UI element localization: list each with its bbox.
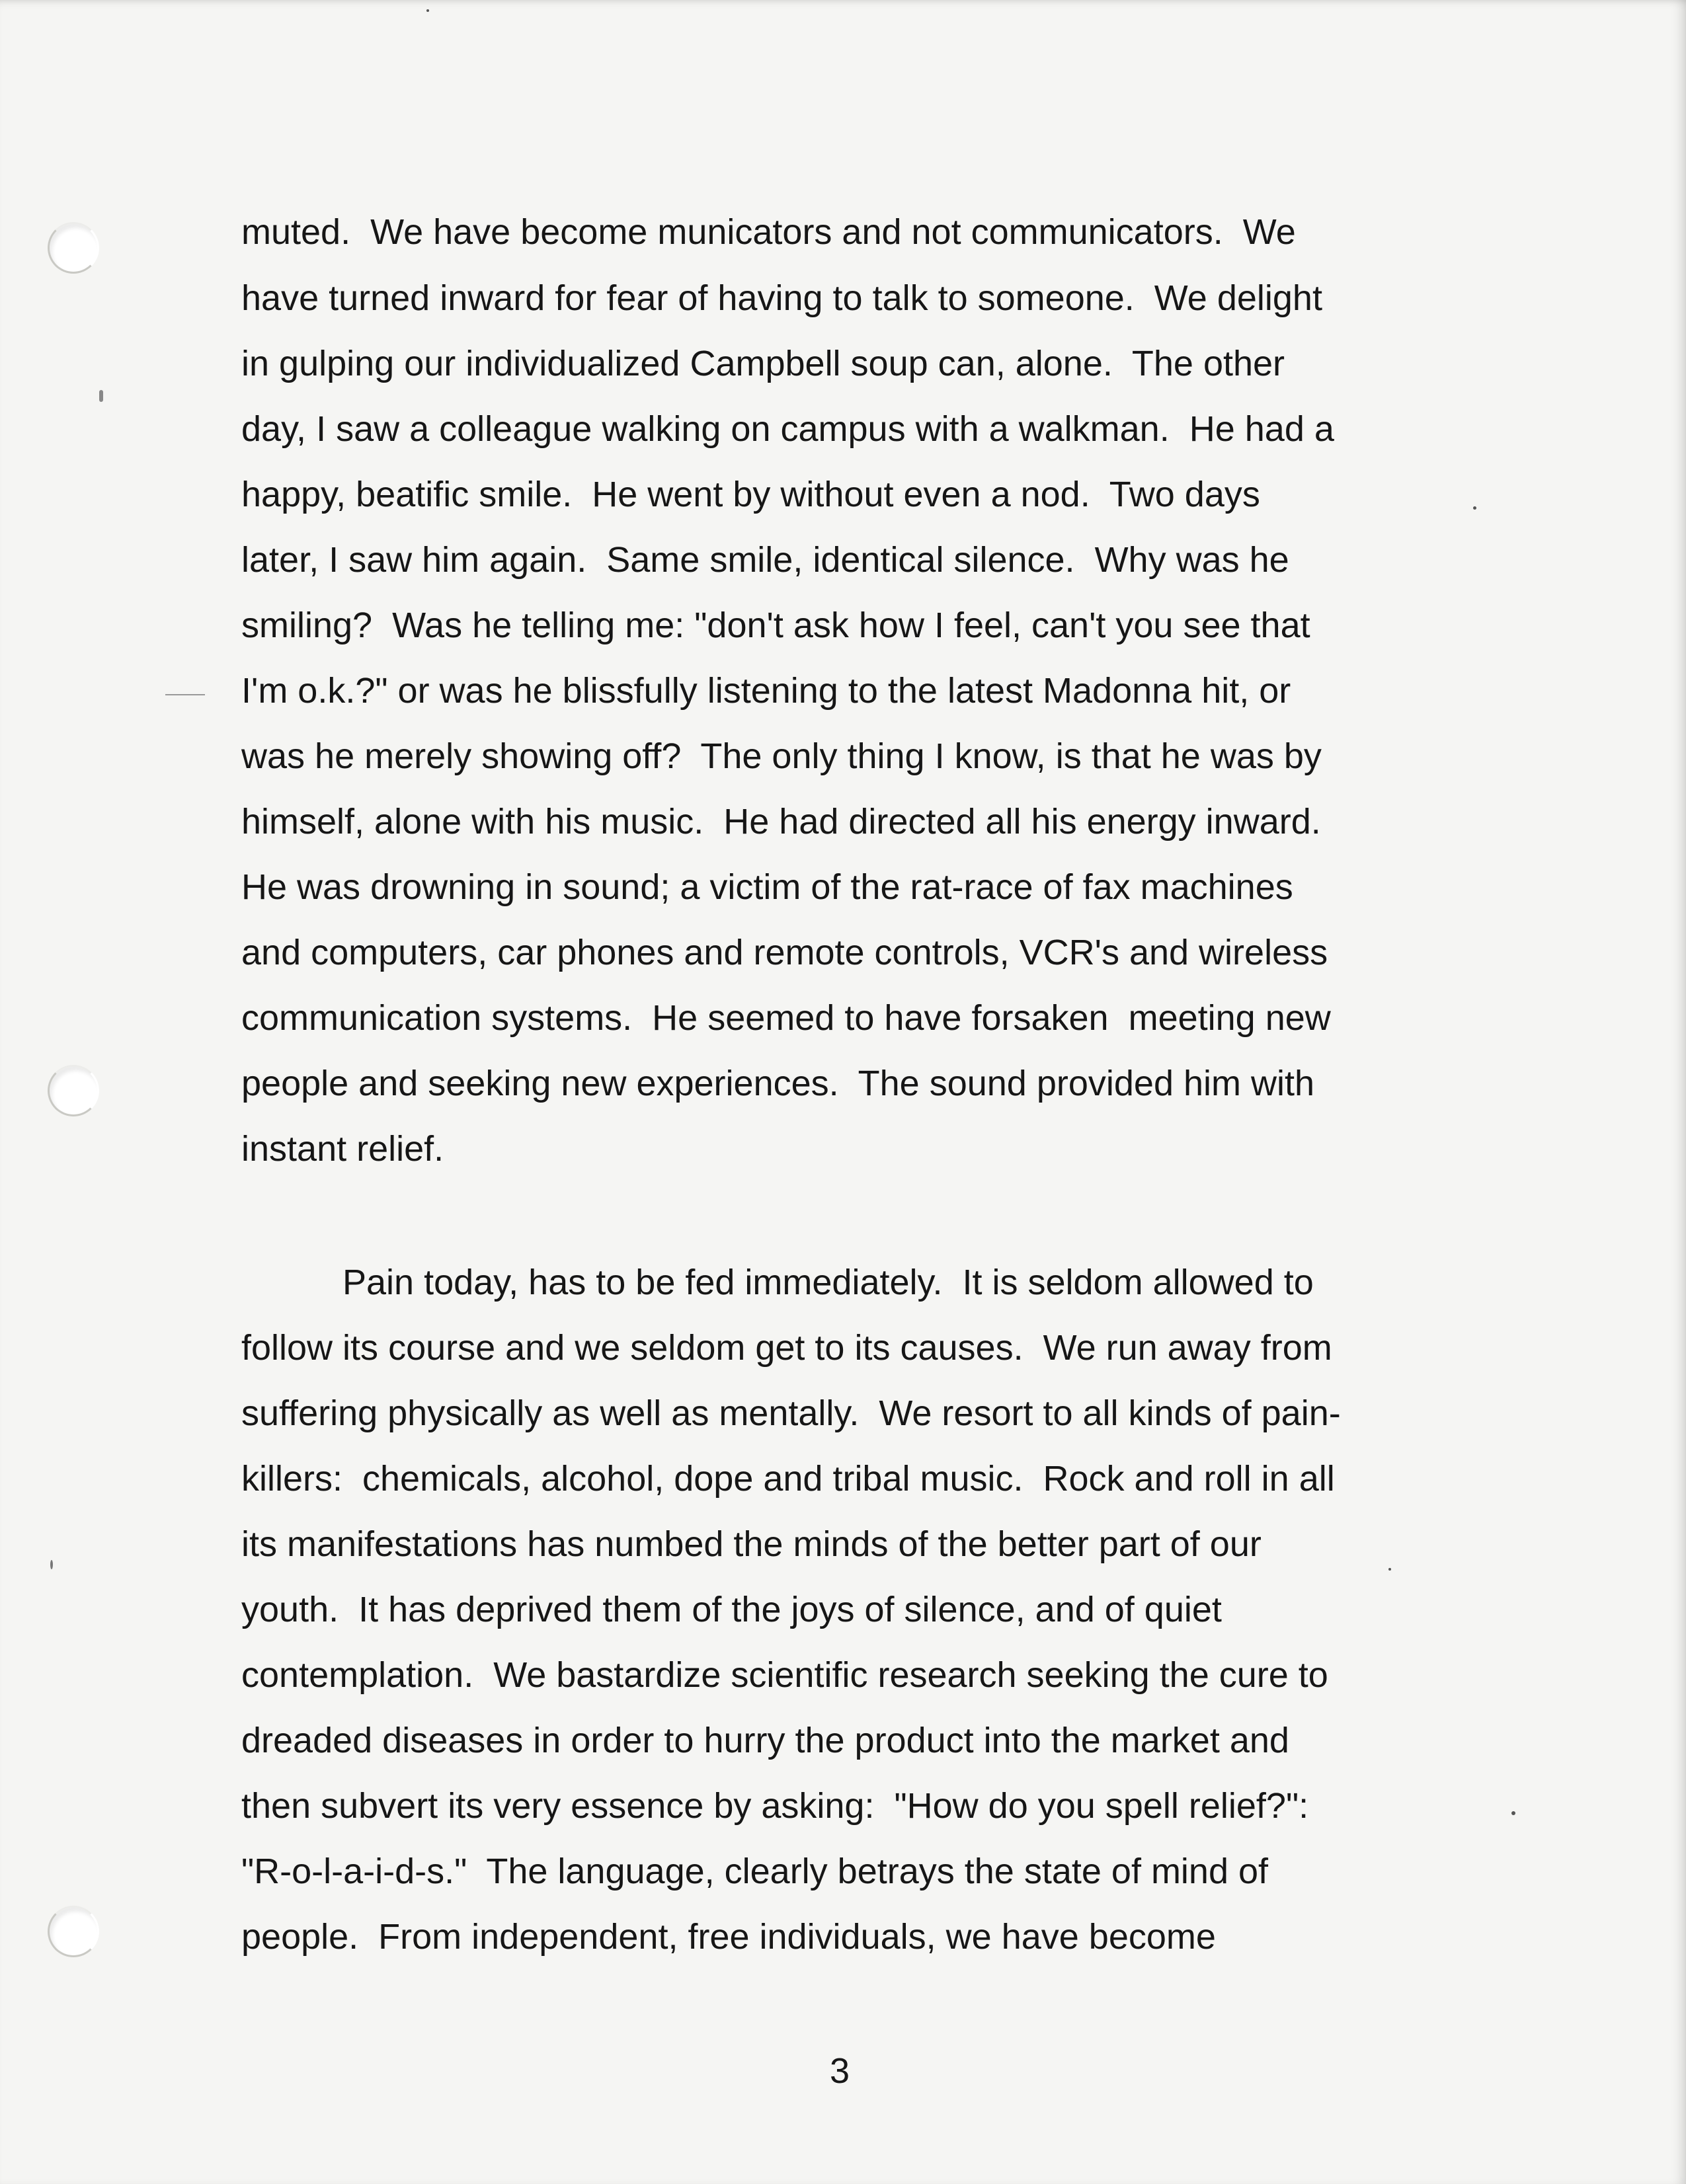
scan-speck [1473, 506, 1476, 510]
text-line: then subvert its very essence by asking: "How do you spell relief?": [241, 1786, 1309, 1826]
text-line: people. From independent, free individuals, we have become [241, 1917, 1216, 1957]
text-line: "R-o-l-a-i-d-s." The language, clearly betrays the state of mind of [241, 1852, 1269, 1891]
text-line: follow its course and we seldom get to its causes. We run away from [241, 1328, 1332, 1368]
text-line: muted. We have become municators and not communicators. We [241, 212, 1296, 252]
scan-speck [1511, 1811, 1515, 1815]
punch-hole-bottom [48, 1906, 99, 1957]
text-line: contemplation. We bastardize scientific research seeking the cure to [241, 1655, 1328, 1695]
text-line: Pain today, has to be fed immediately. It is seldom allowed to [342, 1263, 1314, 1302]
text-line: happy, beatific smile. He went by without even a nod. Two days [241, 475, 1260, 514]
page-number: 3 [830, 2051, 850, 2091]
text-line: I'm o.k.?" or was he blissfully listening to the latest Madonna hit, or [241, 671, 1291, 711]
text-line: dreaded diseases in order to hurry the product into the market and [241, 1721, 1289, 1760]
text-line: communication systems. He seemed to have forsaken meeting new [241, 998, 1331, 1038]
scan-mark [165, 694, 205, 695]
text-line: people and seeking new experiences. The sound provided him with [241, 1064, 1315, 1103]
text-line: its manifestations has numbed the minds of the better part of our [241, 1524, 1262, 1564]
scan-speck [426, 9, 429, 12]
text-line: instant relief. [241, 1129, 444, 1169]
text-line: youth. It has deprived them of the joys of silence, and of quiet [241, 1590, 1222, 1629]
text-line: suffering physically as well as mentally. We resort to all kinds of pain- [241, 1393, 1341, 1433]
punch-hole-top [48, 222, 99, 274]
text-line: and computers, car phones and remote controls, VCR's and wireless [241, 933, 1328, 972]
text-line: day, I saw a colleague walking on campus with a walkman. He had a [241, 409, 1334, 449]
punch-hole-middle [48, 1065, 99, 1116]
scan-speck [1388, 1568, 1391, 1571]
text-line: was he merely showing off? The only thing I know, is that he was by [241, 736, 1322, 776]
text-line: in gulping our individualized Campbell soup can, alone. The other [241, 344, 1285, 383]
text-line: have turned inward for fear of having to talk to someone. We delight [241, 278, 1322, 318]
text-line: himself, alone with his music. He had directed all his energy inward. [241, 802, 1321, 841]
text-line: He was drowning in sound; a victim of the rat-race of fax machines [241, 867, 1293, 907]
text-line: smiling? Was he telling me: "don't ask how I feel, can't you see that [241, 605, 1310, 645]
scan-speck [50, 1560, 53, 1569]
text-line: later, I saw him again. Same smile, identical silence. Why was he [241, 540, 1289, 580]
text-line: killers: chemicals, alcohol, dope and tribal music. Rock and roll in all [241, 1459, 1335, 1499]
scan-speck [99, 390, 103, 402]
